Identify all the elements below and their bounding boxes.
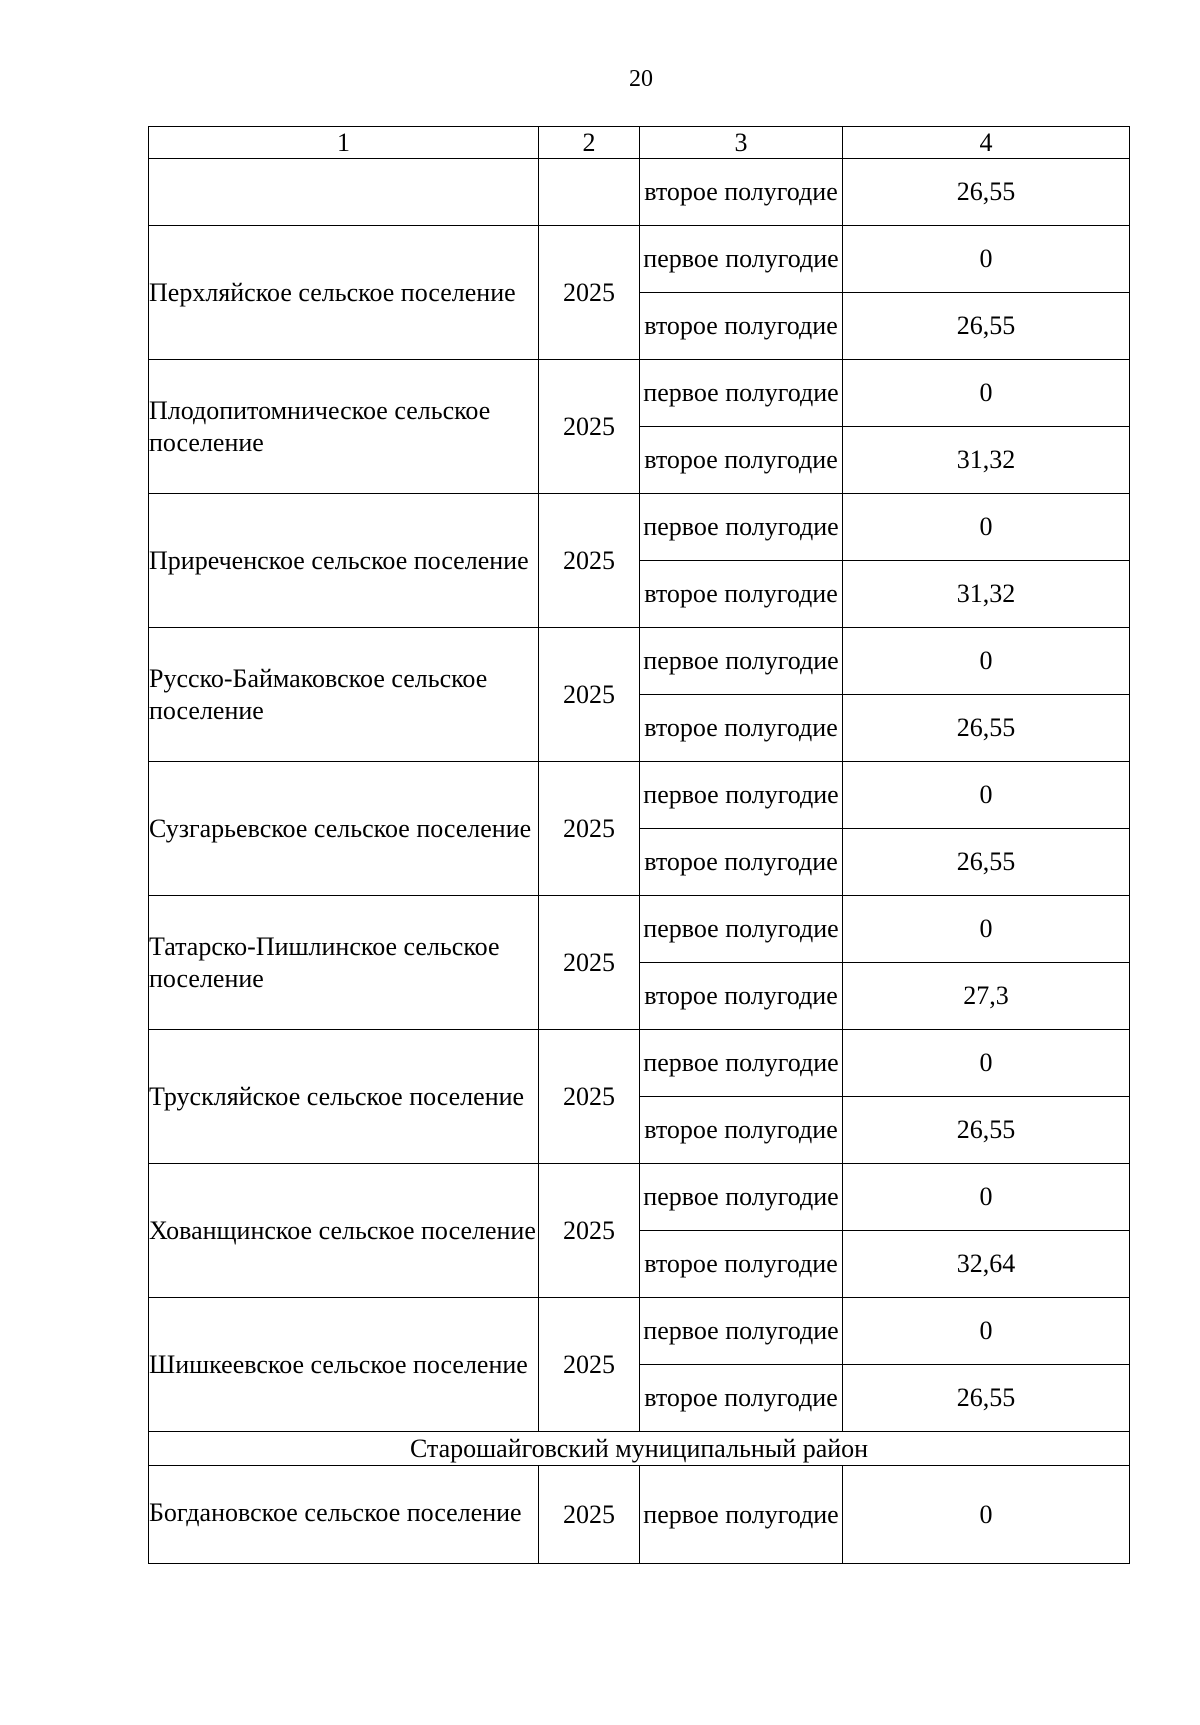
period-cell: первое полугодие: [640, 1164, 843, 1231]
value-cell: 0: [843, 1164, 1130, 1231]
tariff-table: [148, 126, 1130, 1564]
column-header-1: 1: [149, 127, 539, 159]
year-cell: 2025: [539, 360, 640, 494]
settlement-name-cell: Трускляйское сельское поселение: [149, 1030, 539, 1164]
value-cell: 0: [843, 226, 1130, 293]
settlement-name-cell: Хованщинское сельское поселение: [149, 1164, 539, 1298]
table-row: [149, 1030, 1130, 1097]
period-cell: первое полугодие: [640, 494, 843, 561]
year-cell: 2025: [539, 494, 640, 628]
year-cell: 2025: [539, 628, 640, 762]
period-cell: первое полугодие: [640, 226, 843, 293]
settlement-rows: [149, 226, 1130, 1432]
value-cell: 26,55: [843, 1365, 1130, 1432]
value-cell: 0: [843, 1298, 1130, 1365]
settlement-name-cell: Перхляйское сельское поселение: [149, 226, 539, 360]
year-cell: [539, 159, 640, 226]
period-cell: первое полугодие: [640, 1466, 843, 1564]
value-cell: 32,64: [843, 1231, 1130, 1298]
table-row: [149, 762, 1130, 829]
period-cell: второе полугодие: [640, 159, 843, 226]
value-cell: 0: [843, 628, 1130, 695]
settlement-name-cell: [149, 159, 539, 226]
page-number: 20: [629, 66, 653, 92]
table-row: [149, 1298, 1130, 1365]
year-cell: 2025: [539, 1030, 640, 1164]
value-cell: 26,55: [843, 695, 1130, 762]
continued-row: [149, 159, 1130, 226]
table-row: [149, 896, 1130, 963]
year-cell: 2025: [539, 226, 640, 360]
settlement-name-cell: Татарско-Пишлинское сельское поселение: [149, 896, 539, 1030]
year-cell: 2025: [539, 896, 640, 1030]
column-header-3: 3: [640, 127, 843, 159]
column-header-2: 2: [539, 127, 640, 159]
value-cell: 31,32: [843, 427, 1130, 494]
value-cell: 0: [843, 360, 1130, 427]
period-cell: второе полугодие: [640, 829, 843, 896]
district-heading: Старошайговский муниципальный район: [149, 1432, 1130, 1466]
period-cell: второе полугодие: [640, 1231, 843, 1298]
year-cell: 2025: [539, 762, 640, 896]
value-cell: 0: [843, 896, 1130, 963]
year-cell: 2025: [539, 1466, 640, 1564]
period-cell: первое полугодие: [640, 896, 843, 963]
district-heading-row: [149, 1432, 1130, 1466]
table-header-row: [149, 127, 1130, 159]
table-row: [149, 494, 1130, 561]
settlement-name-cell: Богдановское сельское поселение: [149, 1466, 539, 1564]
value-cell: 26,55: [843, 159, 1130, 226]
settlement-name-cell: Сузгарьевское сельское поселение: [149, 762, 539, 896]
period-cell: первое полугодие: [640, 1030, 843, 1097]
period-cell: второе полугодие: [640, 695, 843, 762]
table-row: [149, 628, 1130, 695]
value-cell: 26,55: [843, 1097, 1130, 1164]
period-cell: второе полугодие: [640, 1097, 843, 1164]
year-cell: 2025: [539, 1298, 640, 1432]
settlement-name-cell: Шишкеевское сельское поселение: [149, 1298, 539, 1432]
table-row: [149, 360, 1130, 427]
column-header-4: 4: [843, 127, 1130, 159]
period-cell: первое полугодие: [640, 628, 843, 695]
period-cell: первое полугодие: [640, 1298, 843, 1365]
value-cell: 26,55: [843, 829, 1130, 896]
table-row: [149, 226, 1130, 293]
table-row: [149, 1164, 1130, 1231]
value-cell: 0: [843, 1030, 1130, 1097]
year-cell: 2025: [539, 1164, 640, 1298]
value-cell: 0: [843, 1466, 1130, 1564]
period-cell: первое полугодие: [640, 762, 843, 829]
settlement-name-cell: Приреченское сельское поселение: [149, 494, 539, 628]
period-cell: второе полугодие: [640, 963, 843, 1030]
period-cell: второе полугодие: [640, 561, 843, 628]
period-cell: второе полугодие: [640, 1365, 843, 1432]
value-cell: 0: [843, 494, 1130, 561]
value-cell: 31,32: [843, 561, 1130, 628]
value-cell: 0: [843, 762, 1130, 829]
period-cell: второе полугодие: [640, 427, 843, 494]
value-cell: 26,55: [843, 293, 1130, 360]
settlement-name-cell: Русско-Баймаковское сельское поселение: [149, 628, 539, 762]
period-cell: первое полугодие: [640, 360, 843, 427]
settlement-name-cell: Плодопитомническое сельское поселение: [149, 360, 539, 494]
period-cell: второе полугодие: [640, 293, 843, 360]
table-row: [149, 1466, 1130, 1564]
value-cell: 27,3: [843, 963, 1130, 1030]
